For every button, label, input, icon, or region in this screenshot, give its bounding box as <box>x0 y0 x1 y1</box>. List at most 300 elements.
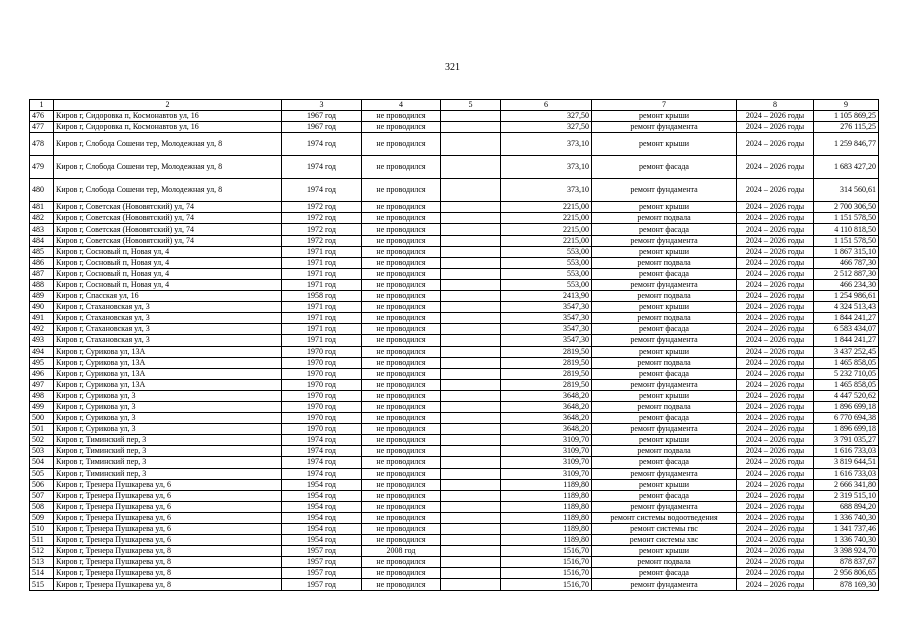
row-number: 498 <box>30 390 54 401</box>
column-header: 4 <box>362 100 441 111</box>
address-cell: Киров г, Сурикова ул, 13А <box>54 357 282 368</box>
last-repair-cell: не проводился <box>362 579 441 590</box>
table-row <box>30 512 879 523</box>
column-header: 8 <box>737 100 814 111</box>
row-number: 476 <box>30 111 54 122</box>
period-cell: 2024 – 2026 годы <box>737 579 814 590</box>
year-built-cell: 1957 год <box>282 568 362 579</box>
column-5-cell <box>441 224 501 235</box>
period-cell: 2024 – 2026 годы <box>737 313 814 324</box>
column-5-cell <box>441 291 501 302</box>
table-row <box>30 235 879 246</box>
address-cell: Киров г, Сидоровка п, Космонавтов ул, 16 <box>54 122 282 133</box>
row-number: 496 <box>30 368 54 379</box>
table-row <box>30 435 879 446</box>
year-built-cell: 1971 год <box>282 335 362 346</box>
area-cell: 1189,80 <box>501 512 592 523</box>
year-built-cell: 1970 год <box>282 424 362 435</box>
column-number-row <box>30 100 879 111</box>
work-type-cell: ремонт фасада <box>592 224 737 235</box>
table-row <box>30 424 879 435</box>
table-row <box>30 490 879 501</box>
row-number: 514 <box>30 568 54 579</box>
work-type-cell: ремонт крыши <box>592 346 737 357</box>
table-row <box>30 156 879 179</box>
table-row <box>30 291 879 302</box>
column-5-cell <box>441 324 501 335</box>
area-cell: 2819,50 <box>501 357 592 368</box>
table-row <box>30 457 879 468</box>
area-cell: 3648,20 <box>501 401 592 412</box>
column-5-cell <box>441 446 501 457</box>
period-cell: 2024 – 2026 годы <box>737 257 814 268</box>
year-built-cell: 1972 год <box>282 235 362 246</box>
year-built-cell: 1957 год <box>282 557 362 568</box>
area-cell: 1516,70 <box>501 546 592 557</box>
row-number: 513 <box>30 557 54 568</box>
area-cell: 2215,00 <box>501 224 592 235</box>
period-cell: 2024 – 2026 годы <box>737 379 814 390</box>
area-cell: 373,10 <box>501 156 592 179</box>
work-type-cell: ремонт подвала <box>592 446 737 457</box>
area-cell: 3547,30 <box>501 324 592 335</box>
cost-cell: 1 465 858,05 <box>814 379 879 390</box>
work-type-cell: ремонт фундамента <box>592 501 737 512</box>
row-number: 488 <box>30 279 54 290</box>
work-type-cell: ремонт крыши <box>592 202 737 213</box>
table-row <box>30 579 879 590</box>
area-cell: 3648,20 <box>501 390 592 401</box>
address-cell: Киров г, Советская (Нововятский) ул, 74 <box>54 213 282 224</box>
period-cell: 2024 – 2026 годы <box>737 179 814 202</box>
row-number: 491 <box>30 313 54 324</box>
area-cell: 3547,30 <box>501 302 592 313</box>
work-type-cell: ремонт фасада <box>592 490 737 501</box>
column-5-cell <box>441 390 501 401</box>
period-cell: 2024 – 2026 годы <box>737 246 814 257</box>
last-repair-cell: не проводился <box>362 257 441 268</box>
column-header: 6 <box>501 100 592 111</box>
cost-cell: 1 336 740,30 <box>814 535 879 546</box>
column-5-cell <box>441 302 501 313</box>
cost-cell: 688 894,20 <box>814 501 879 512</box>
period-cell: 2024 – 2026 годы <box>737 335 814 346</box>
table-row <box>30 335 879 346</box>
area-cell: 3648,20 <box>501 424 592 435</box>
work-type-cell: ремонт подвала <box>592 557 737 568</box>
table-row <box>30 346 879 357</box>
column-5-cell <box>441 379 501 390</box>
work-type-cell: ремонт фундамента <box>592 279 737 290</box>
period-cell: 2024 – 2026 годы <box>737 468 814 479</box>
column-5-cell <box>441 335 501 346</box>
period-cell: 2024 – 2026 годы <box>737 224 814 235</box>
table-row <box>30 568 879 579</box>
address-cell: Киров г, Слобода Сошени тер, Молодежная ул, 8 <box>54 179 282 202</box>
cost-cell: 1 151 578,50 <box>814 213 879 224</box>
last-repair-cell: не проводился <box>362 446 441 457</box>
column-5-cell <box>441 579 501 590</box>
row-number: 497 <box>30 379 54 390</box>
area-cell: 1516,70 <box>501 568 592 579</box>
address-cell: Киров г, Тренера Пушкарева ул, 6 <box>54 535 282 546</box>
work-type-cell: ремонт системы водоотведения <box>592 512 737 523</box>
address-cell: Киров г, Тиминский пер, 3 <box>54 468 282 479</box>
address-cell: Киров г, Тренера Пушкарева ул, 6 <box>54 524 282 535</box>
column-5-cell <box>441 535 501 546</box>
period-cell: 2024 – 2026 годы <box>737 424 814 435</box>
area-cell: 1189,80 <box>501 501 592 512</box>
cost-cell: 1 896 699,18 <box>814 424 879 435</box>
column-5-cell <box>441 546 501 557</box>
area-cell: 373,10 <box>501 179 592 202</box>
cost-cell: 6 583 434,07 <box>814 324 879 335</box>
last-repair-cell: не проводился <box>362 490 441 501</box>
area-cell: 1189,80 <box>501 479 592 490</box>
last-repair-cell: не проводился <box>362 390 441 401</box>
period-cell: 2024 – 2026 годы <box>737 435 814 446</box>
last-repair-cell: не проводился <box>362 133 441 156</box>
column-5-cell <box>441 501 501 512</box>
cost-cell: 1 844 241,27 <box>814 313 879 324</box>
row-number: 510 <box>30 524 54 535</box>
year-built-cell: 1972 год <box>282 213 362 224</box>
cost-cell: 1 341 737,46 <box>814 524 879 535</box>
period-cell: 2024 – 2026 годы <box>737 413 814 424</box>
area-cell: 2215,00 <box>501 235 592 246</box>
period-cell: 2024 – 2026 годы <box>737 324 814 335</box>
area-cell: 3109,70 <box>501 446 592 457</box>
last-repair-cell: не проводился <box>362 302 441 313</box>
work-type-cell: ремонт крыши <box>592 390 737 401</box>
address-cell: Киров г, Слобода Сошени тер, Молодежная ул, 8 <box>54 156 282 179</box>
area-cell: 1189,80 <box>501 524 592 535</box>
year-built-cell: 1958 год <box>282 291 362 302</box>
address-cell: Киров г, Спасская ул, 16 <box>54 291 282 302</box>
year-built-cell: 1972 год <box>282 224 362 235</box>
year-built-cell: 1974 год <box>282 457 362 468</box>
year-built-cell: 1971 год <box>282 257 362 268</box>
year-built-cell: 1974 год <box>282 435 362 446</box>
cost-cell: 466 234,30 <box>814 279 879 290</box>
address-cell: Киров г, Тренера Пушкарева ул, 6 <box>54 512 282 523</box>
last-repair-cell: не проводился <box>362 435 441 446</box>
year-built-cell: 1970 год <box>282 368 362 379</box>
last-repair-cell: не проводился <box>362 268 441 279</box>
address-cell: Киров г, Тренера Пушкарева ул, 6 <box>54 490 282 501</box>
cost-cell: 2 666 341,80 <box>814 479 879 490</box>
last-repair-cell: не проводился <box>362 324 441 335</box>
row-number: 494 <box>30 346 54 357</box>
year-built-cell: 1971 год <box>282 246 362 257</box>
work-type-cell: ремонт фундамента <box>592 235 737 246</box>
cost-cell: 1 616 733,03 <box>814 468 879 479</box>
row-number: 487 <box>30 268 54 279</box>
work-type-cell: ремонт системы гвс <box>592 524 737 535</box>
column-header: 2 <box>54 100 282 111</box>
address-cell: Киров г, Сурикова ул, 13А <box>54 346 282 357</box>
address-cell: Киров г, Тиминский пер, 3 <box>54 457 282 468</box>
work-type-cell: ремонт фасада <box>592 368 737 379</box>
work-type-cell: ремонт подвала <box>592 357 737 368</box>
column-5-cell <box>441 202 501 213</box>
year-built-cell: 1974 год <box>282 156 362 179</box>
period-cell: 2024 – 2026 годы <box>737 268 814 279</box>
address-cell: Киров г, Сурикова ул, 3 <box>54 413 282 424</box>
row-number: 508 <box>30 501 54 512</box>
row-number: 515 <box>30 579 54 590</box>
cost-cell: 878 837,67 <box>814 557 879 568</box>
period-cell: 2024 – 2026 годы <box>737 235 814 246</box>
area-cell: 3648,20 <box>501 413 592 424</box>
area-cell: 1189,80 <box>501 490 592 501</box>
address-cell: Киров г, Сурикова ул, 13А <box>54 379 282 390</box>
cost-cell: 1 896 699,18 <box>814 401 879 412</box>
last-repair-cell: не проводился <box>362 179 441 202</box>
address-cell: Киров г, Слобода Сошени тер, Молодежная ул, 8 <box>54 133 282 156</box>
last-repair-cell: не проводился <box>362 213 441 224</box>
address-cell: Киров г, Сосновый п, Новая ул, 4 <box>54 279 282 290</box>
page-number: 321 <box>445 62 460 73</box>
cost-cell: 1 254 986,61 <box>814 291 879 302</box>
year-built-cell: 1957 год <box>282 546 362 557</box>
period-cell: 2024 – 2026 годы <box>737 535 814 546</box>
period-cell: 2024 – 2026 годы <box>737 133 814 156</box>
work-type-cell: ремонт фасада <box>592 457 737 468</box>
area-cell: 553,00 <box>501 246 592 257</box>
column-5-cell <box>441 179 501 202</box>
work-type-cell: ремонт подвала <box>592 213 737 224</box>
address-cell: Киров г, Сурикова ул, 3 <box>54 424 282 435</box>
row-number: 480 <box>30 179 54 202</box>
area-cell: 2819,50 <box>501 368 592 379</box>
cost-cell: 466 787,30 <box>814 257 879 268</box>
row-number: 479 <box>30 156 54 179</box>
cost-cell: 5 232 710,05 <box>814 368 879 379</box>
table-row <box>30 401 879 412</box>
last-repair-cell: 2008 год <box>362 546 441 557</box>
last-repair-cell: не проводился <box>362 501 441 512</box>
cost-cell: 1 336 740,30 <box>814 512 879 523</box>
work-type-cell: ремонт фасада <box>592 324 737 335</box>
table-row <box>30 535 879 546</box>
last-repair-cell: не проводился <box>362 512 441 523</box>
address-cell: Киров г, Тренера Пушкарева ул, 8 <box>54 557 282 568</box>
area-cell: 553,00 <box>501 268 592 279</box>
row-number: 481 <box>30 202 54 213</box>
work-type-cell: ремонт фасада <box>592 568 737 579</box>
last-repair-cell: не проводился <box>362 568 441 579</box>
area-cell: 2215,00 <box>501 213 592 224</box>
address-cell: Киров г, Тиминский пер, 3 <box>54 435 282 446</box>
address-cell: Киров г, Сосновый п, Новая ул, 4 <box>54 257 282 268</box>
row-number: 482 <box>30 213 54 224</box>
row-number: 484 <box>30 235 54 246</box>
cost-cell: 4 447 520,62 <box>814 390 879 401</box>
area-cell: 1189,80 <box>501 535 592 546</box>
column-5-cell <box>441 122 501 133</box>
table-row <box>30 479 879 490</box>
period-cell: 2024 – 2026 годы <box>737 357 814 368</box>
address-cell: Киров г, Сурикова ул, 3 <box>54 390 282 401</box>
row-number: 477 <box>30 122 54 133</box>
cost-cell: 1 105 869,25 <box>814 111 879 122</box>
last-repair-cell: не проводился <box>362 246 441 257</box>
last-repair-cell: не проводился <box>362 313 441 324</box>
cost-cell: 1 616 733,03 <box>814 446 879 457</box>
table-row <box>30 133 879 156</box>
area-cell: 1516,70 <box>501 557 592 568</box>
year-built-cell: 1954 год <box>282 490 362 501</box>
column-5-cell <box>441 235 501 246</box>
table-row <box>30 213 879 224</box>
year-built-cell: 1971 год <box>282 324 362 335</box>
column-5-cell <box>441 435 501 446</box>
period-cell: 2024 – 2026 годы <box>737 346 814 357</box>
address-cell: Киров г, Стахановская ул, 3 <box>54 313 282 324</box>
period-cell: 2024 – 2026 годы <box>737 546 814 557</box>
year-built-cell: 1970 год <box>282 401 362 412</box>
area-cell: 553,00 <box>501 257 592 268</box>
column-header: 1 <box>30 100 54 111</box>
table-row <box>30 122 879 133</box>
table-row <box>30 279 879 290</box>
column-5-cell <box>441 413 501 424</box>
table-row <box>30 202 879 213</box>
area-cell: 2413,90 <box>501 291 592 302</box>
work-type-cell: ремонт крыши <box>592 111 737 122</box>
work-type-cell: ремонт фасада <box>592 413 737 424</box>
last-repair-cell: не проводился <box>362 468 441 479</box>
year-built-cell: 1974 год <box>282 179 362 202</box>
address-cell: Киров г, Тиминский пер, 3 <box>54 446 282 457</box>
area-cell: 327,50 <box>501 122 592 133</box>
address-cell: Киров г, Советская (Нововятский) ул, 74 <box>54 224 282 235</box>
year-built-cell: 1971 год <box>282 279 362 290</box>
cost-cell: 3 437 252,45 <box>814 346 879 357</box>
table-row <box>30 357 879 368</box>
column-5-cell <box>441 246 501 257</box>
last-repair-cell: не проводился <box>362 346 441 357</box>
row-number: 507 <box>30 490 54 501</box>
column-5-cell <box>441 568 501 579</box>
year-built-cell: 1954 год <box>282 512 362 523</box>
address-cell: Киров г, Сурикова ул, 13А <box>54 368 282 379</box>
column-5-cell <box>441 111 501 122</box>
work-type-cell: ремонт фундамента <box>592 424 737 435</box>
row-number: 500 <box>30 413 54 424</box>
period-cell: 2024 – 2026 годы <box>737 501 814 512</box>
column-5-cell <box>441 133 501 156</box>
table-row <box>30 379 879 390</box>
period-cell: 2024 – 2026 годы <box>737 490 814 501</box>
work-type-cell: ремонт фундамента <box>592 179 737 202</box>
cost-cell: 6 770 694,38 <box>814 413 879 424</box>
table-row <box>30 501 879 512</box>
table-row <box>30 268 879 279</box>
column-5-cell <box>441 346 501 357</box>
row-number: 486 <box>30 257 54 268</box>
work-type-cell: ремонт крыши <box>592 246 737 257</box>
column-5-cell <box>441 213 501 224</box>
address-cell: Киров г, Сосновый п, Новая ул, 4 <box>54 268 282 279</box>
area-cell: 3109,70 <box>501 435 592 446</box>
year-built-cell: 1971 год <box>282 268 362 279</box>
last-repair-cell: не проводился <box>362 401 441 412</box>
column-5-cell <box>441 512 501 523</box>
year-built-cell: 1974 год <box>282 133 362 156</box>
last-repair-cell: не проводился <box>362 379 441 390</box>
area-cell: 3547,30 <box>501 313 592 324</box>
period-cell: 2024 – 2026 годы <box>737 457 814 468</box>
column-5-cell <box>441 424 501 435</box>
address-cell: Киров г, Советская (Нововятский) ул, 74 <box>54 202 282 213</box>
column-5-cell <box>441 313 501 324</box>
column-5-cell <box>441 357 501 368</box>
row-number: 509 <box>30 512 54 523</box>
address-cell: Киров г, Тренера Пушкарева ул, 8 <box>54 579 282 590</box>
cost-cell: 1 844 241,27 <box>814 335 879 346</box>
table-row <box>30 246 879 257</box>
cost-cell: 2 512 887,30 <box>814 268 879 279</box>
work-type-cell: ремонт подвала <box>592 291 737 302</box>
year-built-cell: 1954 год <box>282 501 362 512</box>
column-5-cell <box>441 156 501 179</box>
address-cell: Киров г, Стахановская ул, 3 <box>54 324 282 335</box>
cost-cell: 2 700 306,50 <box>814 202 879 213</box>
last-repair-cell: не проводился <box>362 279 441 290</box>
cost-cell: 2 956 806,65 <box>814 568 879 579</box>
cost-cell: 1 465 858,05 <box>814 357 879 368</box>
row-number: 490 <box>30 302 54 313</box>
address-cell: Киров г, Сидоровка п, Космонавтов ул, 16 <box>54 111 282 122</box>
year-built-cell: 1954 год <box>282 479 362 490</box>
table-row <box>30 446 879 457</box>
year-built-cell: 1970 год <box>282 357 362 368</box>
last-repair-cell: не проводился <box>362 535 441 546</box>
area-cell: 3109,70 <box>501 457 592 468</box>
cost-cell: 3 791 035,27 <box>814 435 879 446</box>
last-repair-cell: не проводился <box>362 357 441 368</box>
last-repair-cell: не проводился <box>362 202 441 213</box>
last-repair-cell: не проводился <box>362 368 441 379</box>
period-cell: 2024 – 2026 годы <box>737 156 814 179</box>
row-number: 504 <box>30 457 54 468</box>
table-body <box>30 100 879 591</box>
year-built-cell: 1954 год <box>282 535 362 546</box>
cost-cell: 878 169,30 <box>814 579 879 590</box>
area-cell: 2215,00 <box>501 202 592 213</box>
period-cell: 2024 – 2026 годы <box>737 524 814 535</box>
period-cell: 2024 – 2026 годы <box>737 401 814 412</box>
work-type-cell: ремонт крыши <box>592 302 737 313</box>
cost-cell: 314 560,61 <box>814 179 879 202</box>
last-repair-cell: не проводился <box>362 156 441 179</box>
work-type-cell: ремонт подвала <box>592 401 737 412</box>
row-number: 511 <box>30 535 54 546</box>
repair-schedule-table <box>29 99 879 591</box>
period-cell: 2024 – 2026 годы <box>737 512 814 523</box>
last-repair-cell: не проводился <box>362 235 441 246</box>
row-number: 512 <box>30 546 54 557</box>
period-cell: 2024 – 2026 годы <box>737 368 814 379</box>
table-row <box>30 179 879 202</box>
area-cell: 3547,30 <box>501 335 592 346</box>
work-type-cell: ремонт фундамента <box>592 122 737 133</box>
cost-cell: 1 867 315,10 <box>814 246 879 257</box>
table-row <box>30 524 879 535</box>
column-5-cell <box>441 490 501 501</box>
